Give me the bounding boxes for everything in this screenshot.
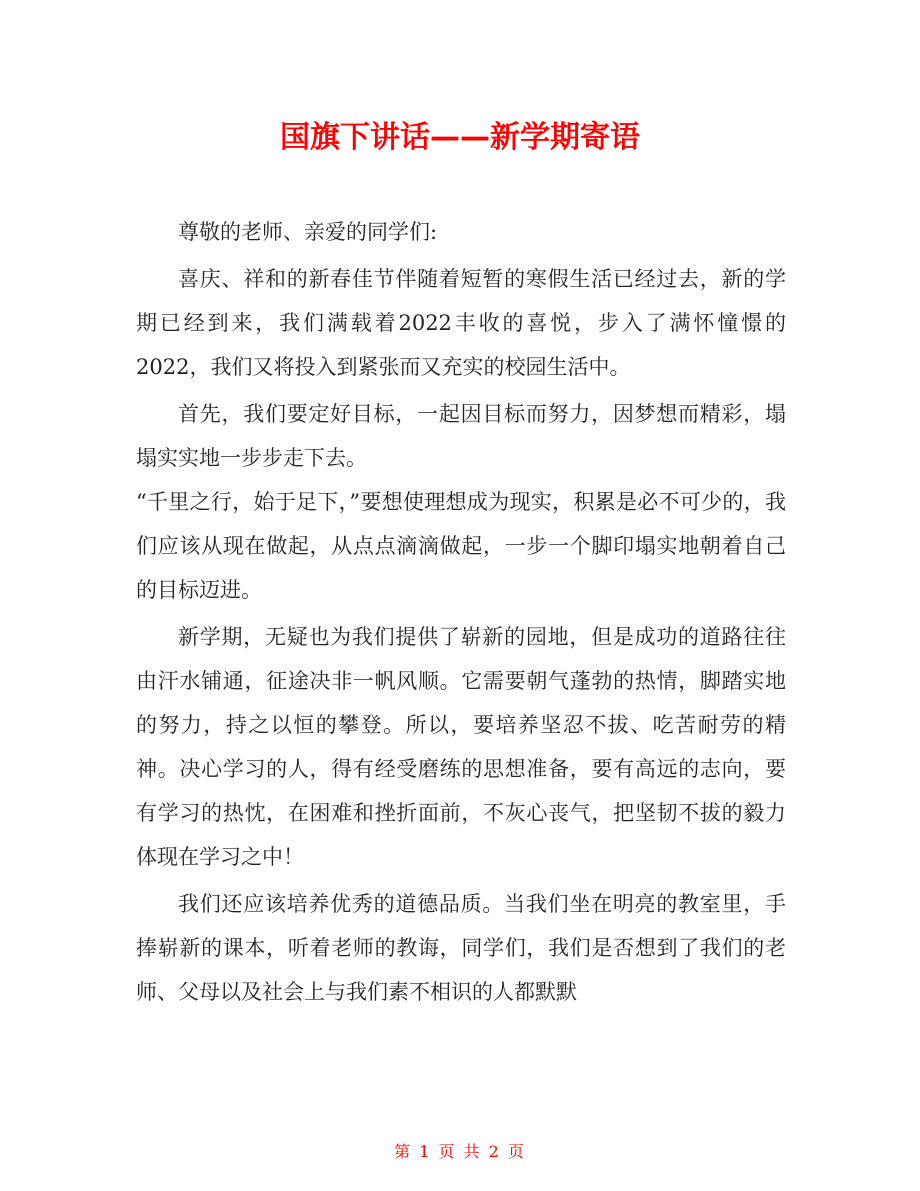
paragraph-3: “千里之行，始于足下，”要想使理想成为现实，积累是必不可少的，我们应该从现在做起，从点点滴滴做起，一步一个脚印塌实地朝着自己的目标迈进。 <box>136 490 786 602</box>
paragraph-1: 喜庆、祥和的新春佳节伴随着短暂的寒假生活已经过去，新的学期已经到来，我们满载着2022丰收的喜悦，步入了满怀憧憬的2022，我们又将投入到紧张而又充实的校园生活中。 <box>136 267 786 379</box>
paragraph-4: 新学期，无疑也为我们提供了崭新的园地，但是成功的道路往往由汗水铺通，征途决非一帆风顺。它需要朝气蓬勃的热情，脚踏实地的努力，持之以恒的攀登。所以，要培养坚忍不拔、吃苦耐劳的精神。决心学习的人，得有经受磨练的思想准备，要有高远的志向，要有学习的热忱，在困难和挫折面前，不灰心丧气，把坚韧不拔的毅力体现在学习之中！ <box>136 625 786 869</box>
salutation: 尊敬的老师、亲爱的同学们: <box>178 220 438 244</box>
document-body <box>136 210 786 1014</box>
paragraph-5: 我们还应该培养优秀的道德品质。当我们坐在明亮的教室里，手捧崭新的课本，听着老师的教诲，同学们，我们是否想到了我们的老师、父母以及社会上与我们素不相识的人都默默 <box>136 892 786 1004</box>
page-title: 国旗下讲话——新学期寄语 <box>280 120 640 155</box>
page-footer: 第 1 页 共 2 页 <box>394 1142 526 1161</box>
paragraph-2: 首先，我们要定好目标，一起因目标而努力，因梦想而精彩，塌塌实实地一步步走下去。 <box>136 402 786 470</box>
